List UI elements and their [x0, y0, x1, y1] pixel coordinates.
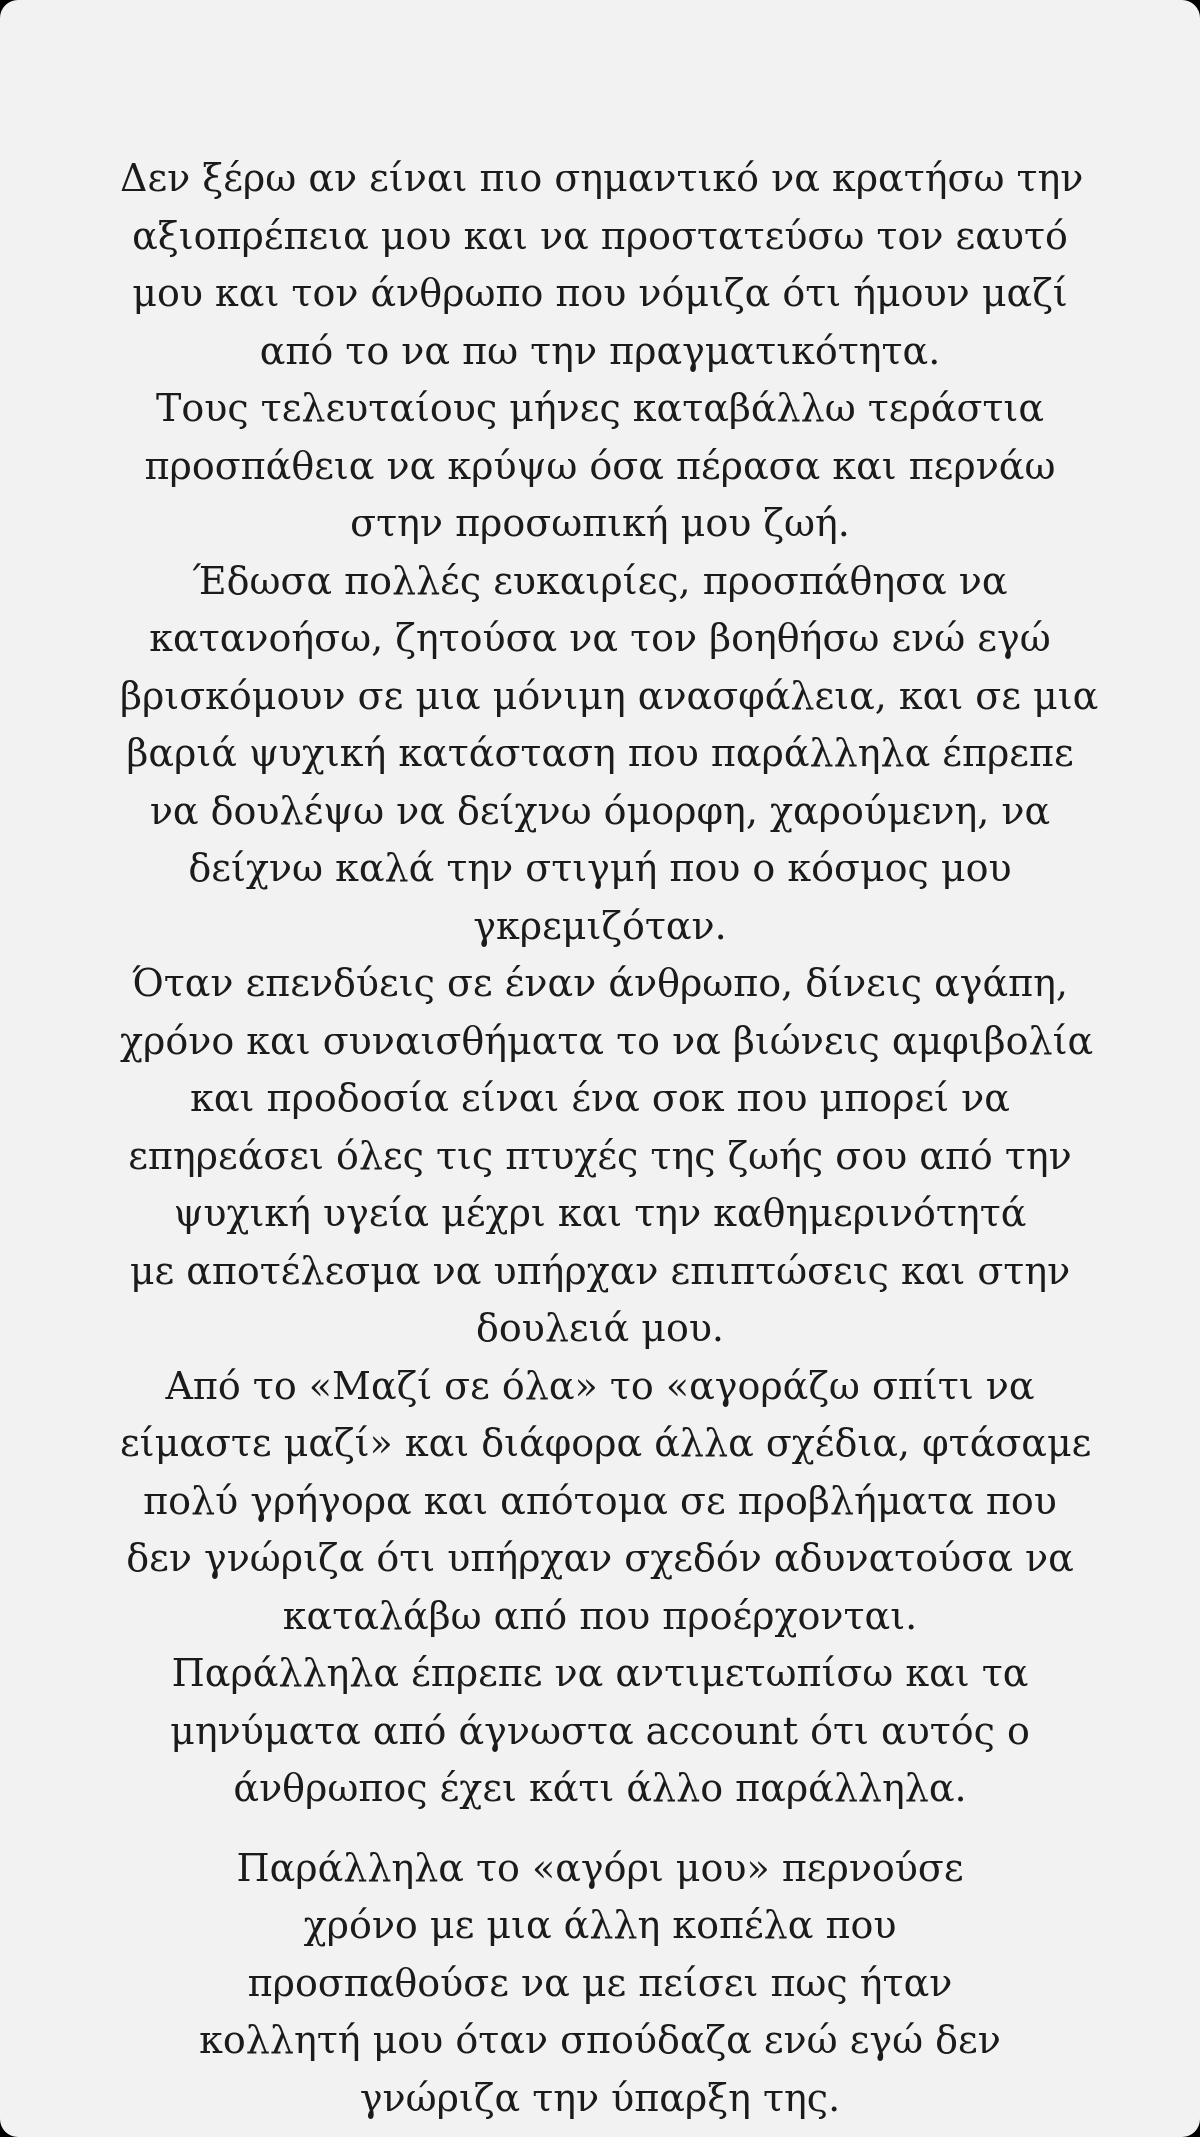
story-line: άνθρωπος έχει κάτι άλλο παράλληλα. [233, 1766, 967, 1810]
story-line: προσπάθεια να κρύψω όσα πέρασα και περνάω [144, 443, 1056, 488]
story-line: μου και τον άνθρωπο που νόμιζα ότι ήμουν μαζί [132, 271, 1068, 315]
story-line: Δεν ξέρω αν είναι πιο σημαντικό να κρατήσω την [120, 156, 1084, 200]
story-line: δείχνω καλά την στιγμή που ο κόσμος μου [188, 846, 1012, 890]
story-line: χρόνο με μια άλλη κοπέλα που [303, 1903, 897, 1947]
story-line: αξιοπρέπεια μου και να προστατεύσω τον εαυτό [132, 213, 1068, 258]
story-line: κατανοήσω, ζητούσα να τον βοηθήσω ενώ εγώ [149, 616, 1051, 660]
story-line: να δουλέψω να δείχνω όμορφη, χαρούμενη, να [149, 788, 1051, 833]
story-line: Παράλληλα το «αγόρι μου» περνούσε [236, 1845, 964, 1890]
story-line: βρισκόμουν σε μια μόνιμη ανασφάλεια, και σε μια [120, 673, 1099, 718]
story-line: χρόνο και συναισθήματα το να βιώνεις αμφιβολία [120, 1018, 1094, 1063]
story-line: ψυχική υγεία μέχρι και την καθημερινότητά [173, 1191, 1027, 1235]
story-line: δουλειά μου. [475, 1306, 725, 1350]
story-line: με αποτέλεσμα να υπήρχαν επιπτώσεις και στην [129, 1248, 1071, 1293]
story-line: προσπαθούσε να με πείσει πως ήταν [247, 1960, 953, 2005]
story-line: στην προσωπική μου ζωή. [350, 501, 850, 545]
story-line: Παράλληλα έπρεπε να αντιμετωπίσω και τα [171, 1651, 1029, 1695]
story-line: καταλάβω από που προέρχονται. [282, 1593, 918, 1638]
story-line: βαριά ψυχική κατάσταση που παράλληλα έπρεπε [126, 731, 1074, 775]
story-line: Τους τελευταίους μήνες καταβάλλω τεράστια [156, 386, 1044, 430]
story-line: μηνύματα από άγνωστα account ότι αυτός ο [170, 1708, 1030, 1753]
story-line: Έδωσα πολλές ευκαιρίες, προσπάθησα να [192, 558, 1008, 603]
story-line: κολλητή μου όταν σπούδαζα ενώ εγώ δεν [199, 2018, 1001, 2062]
story-line: επηρεάσει όλες τις πτυχές της ζωής σου από την [128, 1133, 1072, 1178]
story-line: δεν γνώριζα ότι υπήρχαν σχεδόν αδυνατούσα να [126, 1536, 1074, 1580]
story-line: είμαστε μαζί» και διάφορα άλλα σχέδια, φτάσαμε [120, 1421, 1092, 1465]
story-line: και προδοσία είναι ένα σοκ που μπορεί να [190, 1076, 1010, 1120]
story-line: γνώριζα την ύπαρξη της. [359, 2075, 841, 2120]
story-line: Όταν επενδύεις σε έναν άνθρωπο, δίνεις αγάπη, [132, 961, 1068, 1005]
story-text [120, 150, 1099, 2127]
story-line: γκρεμιζόταν. [473, 903, 727, 948]
story-line: Από το «Μαζί σε όλα» το «αγοράζω σπίτι να [165, 1363, 1035, 1408]
story-line: πολύ γρήγορα και απότομα σε προβλήματα που [143, 1478, 1057, 1523]
story-line: από το να πω την πραγματικότητα. [259, 328, 941, 373]
